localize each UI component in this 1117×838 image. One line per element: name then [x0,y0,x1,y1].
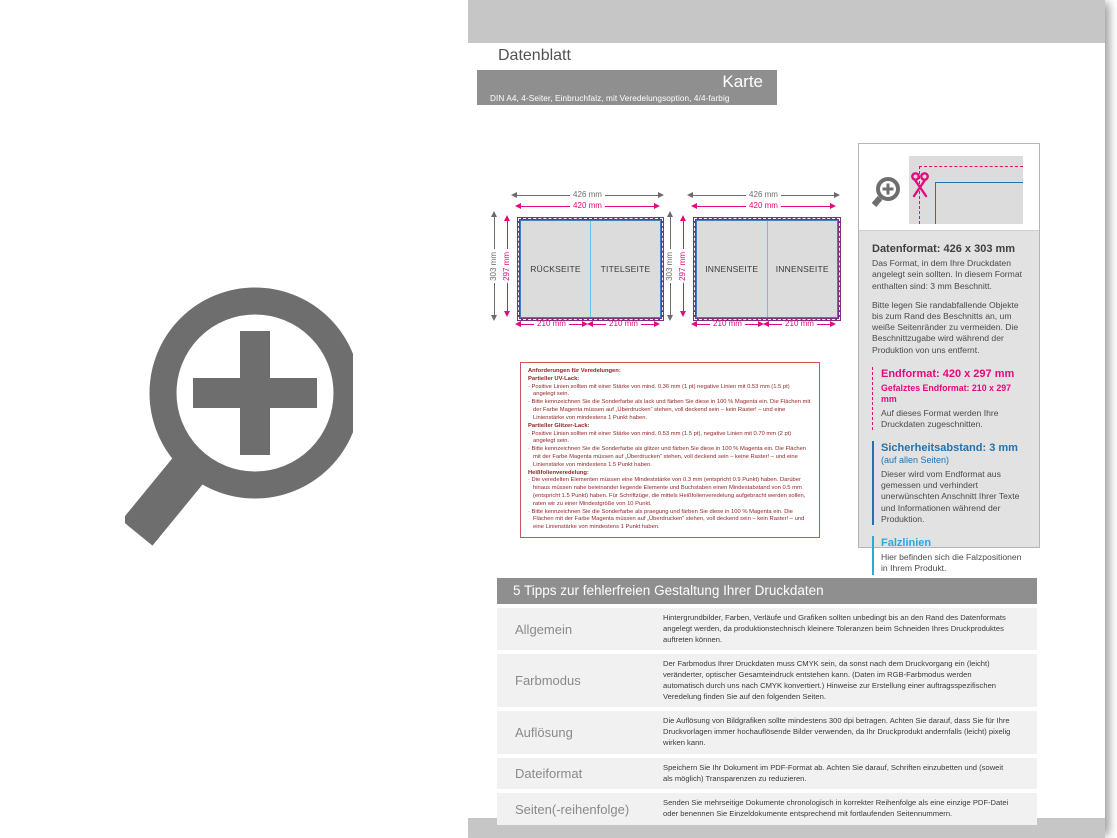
note-item: · Positive Linien sollten mit einer Stärke von mind. 0.53 mm (1.5 pt), negative Linien mit 0.70 mm (2 pt) angelegt sein. [528,431,812,447]
dimension-top-outer-1: 426 mm [511,190,664,200]
dimension-bottom-right-1: 210 mm [587,319,660,329]
dimension-bottom-left-1: 210 mm [515,319,588,329]
note-item: · Bitte kennzeichnen Sie die Sonderfarbe als lack und färben Sie diese in 100 % Magenta ein. Die Flächen mit der Farbe Magenta müssen auf „Überdrucken“ stehen, voll deckend sein – kein Raster! – und eine Linienstärke von mindestens 1 Punkt haben. [528,399,812,422]
row-label: Allgemein [515,621,573,637]
sheet-diagram-inside [693,217,841,321]
note-section-glitzer-lack: Partieller Glitzer-Lack: · Positive Linien sollten mit einer Stärke von mind. 0.53 mm (1.5 pt), negative Linien mit 0.70 mm (2 pt) angelegt sein. · Bitte kennzeichnen Sie die Sonderfarbe als glitzer und färben Sie diese in 100 % Magenta ein. Die Flächen mit der Farbe Magenta müssen auf „Überdrucken“ stehen, voll deckend sein – keine Raster! – und eine Linienstärke von mindestens 1.5 Punkt haben. [528,423,812,470]
arrow-down-icon [667,315,673,321]
sheet-diagram-outside [517,217,664,321]
zoom-plus-icon[interactable] [125,283,353,558]
row-text: Senden Sie mehrseitige Dokumente chronologisch in korrekter Reihenfolge als eine einzige PDF-Datei oder benennen Sie Einzeldokumente entsprechend mit fortlaufenden Seitennummern. [663,798,1009,819]
row-text: Der Farbmodus Ihrer Druckdaten muss CMYK sein, da sonst nach dem Druckvorgang ein (leicht) veränderter, optischer Gesamteindruck entstehen kann. (Daten im RGB-Farbmodus werden automatisch durch uns nach CMYK konvertiert.) Hinweise zur Erstellung einer auftragsspezifischen Veredelung finden Sie auf den folgenden Seiten. [663,659,997,701]
page-title: Karte [722,72,763,91]
row-text: Speichern Sie Ihr Dokument im PDF-Format ab. Achten Sie darauf, Schriften einzubetten und (soweit als möglich) Transparenzen zu reduzieren. [663,762,1004,783]
panel-right-label: TITELSEITE [600,264,651,274]
panel-right-label: INNENSEITE [775,264,829,274]
veredelung-requirements-note [520,362,820,538]
format-info-sidebar [858,143,1040,574]
arrow-down-icon [504,311,510,317]
arrow-right-icon [830,321,836,327]
tips-table [497,578,1037,825]
note-item: · Bitte kennzeichnen Sie die Sonderfarbe als praegung und färben Sie diese in 100 % Magenta ein. Die Flächen mit der Farbe Magenta müssen auf „Überdrucken“ stehen, voll deckend sein – kein Raster! – und eine Linienstärke von mindestens 1 Punkt haben. [528,509,812,532]
arrow-down-icon [680,311,686,317]
row-label: Seiten(-reihenfolge) [515,801,630,817]
datenblatt-label: Datenblatt [490,45,583,68]
datenformat-title: Datenformat: 426 x 303 mm [872,243,1016,255]
sicherheitsabstand-title: Sicherheitsabstand: 3 mm [881,442,1018,455]
title-bar [477,70,777,105]
sidebar-text [859,230,1039,574]
page-subtitle: DIN A4, 4-Seiter, Einbruchfalz, mit Veredelungsoption, 4/4-farbig [490,93,730,103]
falzlinien-text: Hier befinden sich die Falzpositionen in Ihrem Produkt. [881,552,1022,574]
note-section-heissfolie: Heißfolienveredelung: · Die veredelten Elementen müssen eine Mindeststärke von 0.3 mm (entspricht 0.9 Punkt) haben. Darüber hinaus müssen nahe beieinander liegende Elemente und Buchstaben einen Mindestabstand von 0.5 mm (entspricht 1.5 Punkt) haben. Für Schriftzüge, die mittels Heißfolienveredelung aufgebracht werden sollen, raten wir zu einer Mindestgröße von 10 Punkt. · Bitte kennzeichnen Sie die Sonderfarbe als praegung und färben Sie diese in 100 % Magenta ein. Die Flächen mit der Farbe Magenta müssen auf „Überdrucken“ stehen, voll deckend sein – kein Raster! – und eine Linienstärke von mindestens 1 Punkt haben. [528,470,812,533]
tips-header: 5 Tipps zur fehlerfreien Gestaltung Ihrer Druckdaten [497,578,1037,604]
panel-left-label: INNENSEITE [705,264,759,274]
trim-line [935,182,936,224]
dimension-bottom-right-2: 210 mm [763,319,836,329]
datenformat-block [872,242,1029,356]
arrow-down-icon [491,315,497,321]
endformat-subtitle: Gefalztes Endformat: 210 x 297 mm [881,382,1012,405]
table-row [497,793,1037,825]
table-row [497,654,1037,707]
sicherheitsabstand-text: Dieser wird vom Endformat aus gemessen und verhindert unerwünschten Anschnitt Ihrer Texte und Informationen während der Produktion. [881,469,1020,524]
dimension-left-inner-2: 297 mm [678,215,688,317]
falzlinien-block [872,536,1029,575]
row-label: Farbmodus [515,673,581,689]
sicherheitsabstand-subtitle: (auf allen Seiten) [881,455,950,466]
note-item: · Bitte kennzeichnen Sie die Sonderfarbe als glitzer und färben Sie diese in 100 % Magenta ein. Die Flächen mit der Farbe Magenta müssen auf „Überdrucken“ stehen, voll deckend sein – keine Raster! – und eine Linienstärke von mindestens 1.5 Punkt haben. [528,446,812,469]
top-gray-strip [468,0,1105,43]
endformat-title: Endformat: 420 x 297 mm [881,367,1015,380]
zoom-plus-icon [871,176,901,215]
bleed-detail-preview [859,144,1039,231]
trim-line [935,182,1023,183]
table-row [497,711,1037,753]
dimension-left-outer-1: 303 mm [489,211,499,321]
table-row [497,608,1037,650]
endformat-block [872,367,1029,430]
endformat-text: Auf dieses Format werden Ihre Druckdaten zugeschnitten. [881,407,999,429]
dimension-top-inner-1: 420 mm [515,201,660,211]
sheet-trim-area [520,220,661,318]
note-item: · Die veredelten Elementen müssen eine Mindeststärke von 0.3 mm (entspricht 0.9 Punkt) haben. Darüber hinaus müssen nahe beieinander liegende Elemente und Buchstaben einen Mindestabstand von 0.5 mm (entspricht 1.5 Punkt) haben. Für Schriftzüge, die mittels Heißfolienveredelung aufgebracht werden sollen, raten wir zu einer Mindestgröße von 10 Punkt. [528,477,812,508]
note-item: · Positive Linien sollten mit einer Stärke von mind. 0.36 mm (1 pt) negative Linien mit 0.53 mm (1.5 pt) angelegt sein. [528,384,812,400]
datenformat-text-2: Bitte legen Sie randabfallende Objekte bis zum Rand des Beschnitts an, um weiße Seitenränder zu vermeiden. Die Beschnittzugabe wird während der Produktion von uns entfernt. [872,299,1019,355]
note-section-uv-lack: Partieller UV-Lack: · Positive Linien sollten mit einer Stärke von mind. 0.36 mm (1 pt) negative Linien mit 0.53 mm (1.5 pt) angelegt sein. · Bitte kennzeichnen Sie die Sonderfarbe als lack und färben Sie diese in 100 % Magenta ein. Die Flächen mit der Farbe Magenta müssen auf „Überdrucken“ stehen, voll deckend sein – kein Raster! – und eine Linienstärke von mindestens 1 Punkt haben. [528,376,812,423]
row-text: Hintergrundbilder, Farben, Verläufe und Grafiken sollten unbedingt bis an den Rand des Datenformats angelegt werden, da produktionstechnisch kleinere Toleranzen beim Schneiden Ihres Druckproduktes auftreten können. [663,613,1006,644]
document-sheet [468,0,1105,838]
arrow-right-icon [654,203,660,209]
scissors-icon [910,172,930,203]
arrow-right-icon [658,192,664,198]
sicherheitsabstand-block [872,441,1029,525]
zoom-plus-icon-graphic [125,283,353,553]
falzlinien-title: Falzlinien [881,537,932,549]
datenformat-text-1: Das Format, in dem Ihre Druckdaten angelegt sein sollten. In diesem Format enthalten sind: 3 mm Beschnitt. [872,258,1022,291]
panel-left-label: RÜCKSEITE [530,264,581,274]
row-text: Die Auflösung von Bildgrafiken sollte mindestens 300 dpi betragen. Achten Sie darauf, dass Sie für Ihre Druckvorlagen immer hochauflösende Bilder verwenden, da Ihr Druckprodukt andernfalls (leicht) pixelig wirken kann. [663,716,1011,748]
dimension-top-outer-2: 426 mm [687,190,840,200]
dimension-top-inner-2: 420 mm [691,201,836,211]
sheet-trim-area [696,220,838,318]
dimension-left-inner-1: 297 mm [502,215,512,317]
row-label: Auflösung [515,725,573,741]
bleed-line [919,166,1023,167]
table-row [497,758,1037,790]
dimension-bottom-left-2: 210 mm [691,319,764,329]
arrow-right-icon [834,192,840,198]
arrow-right-icon [654,321,660,327]
row-label: Dateiformat [515,766,583,782]
note-title: Anforderungen für Veredelungen: [528,368,621,374]
arrow-right-icon [830,203,836,209]
sheet-corner-preview [909,156,1023,224]
dimension-left-outer-2: 303 mm [665,211,675,321]
